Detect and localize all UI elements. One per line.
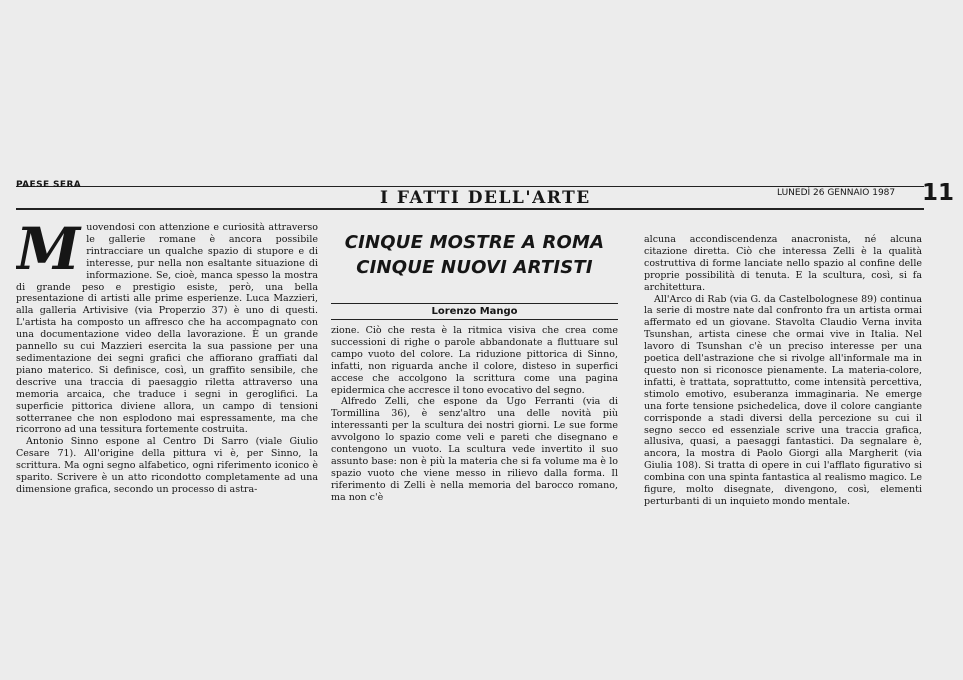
headline-line-2: CINQUE NUOVI ARTISTI xyxy=(356,257,593,278)
page-number: 11 xyxy=(922,180,955,206)
article-paragraph: Antonio Sinno espone al Centro Di Sarro (viale Giulio Cesare 71). All'origine della pittura vi è, per Sinno, la scrittura. Ma ogni segno alfabetico, ogni riferimento iconico è sparito. Scrivere è un atto ricondotto completamente ad una dimensione grafica, secondo un processo di astra- xyxy=(16,436,318,495)
masthead-rule-bottom xyxy=(16,208,924,210)
headline-line-1: CINQUE MOSTRE A ROMA xyxy=(344,232,605,253)
article-paragraph: All'Arco di Rab (via G. da Castelbolognese 89) continua la serie di mostre nate dal confronto fra un artista ormai affermato ed un giovane. Stavolta Claudio Verna invita Tsunshan, artista cinese che ormai vive in Italia. Nel lavoro di Tsunshan c'è un preciso interesse per una poetica dell'astrazione che si rivolge all'informale ma in questo non si riconosce pienamente. La materia-colore, infatti, è trattata, soprattutto, come intensità percettiva, stimolo emotivo, esuberanza immaginaria. Ne emerge una forte tensione psichedelica, dove il colore cangiante corrisponde a stadi diversi della percezione su cui il segno secco ed essenziale scrive una traccia grafica, allusiva, quasi, a paesaggi fantastici. Da segnalare è, ancora, la mostra di Paolo Giorgi alla Margherit (via Giulia 108). Si tratta di opere in cui l'afflato figurativo si combina con una spinta fantastica al realismo magico. Le figure, molto disegnate, divengono, così, elementi perturbanti di un inquieto mondo mentale. xyxy=(644,293,922,507)
byline-rule-top xyxy=(331,303,618,304)
article-column-1 xyxy=(16,222,318,522)
article-paragraph: zione. Ciò che resta è la ritmica visiva che crea come successioni di righe o parole abbandonate a fluttuare sul campo vuoto del colore. La riduzione pittorica di Sinno, infatti, non riguarda anche il colore, disteso in superfici accese che accolgono la scrittura come una pagina epidermica che accresce il tono evocativo del segno. xyxy=(331,325,618,396)
masthead-rule-top xyxy=(16,186,924,187)
article-paragraph: Alfredo Zelli, che espone da Ugo Ferranti (via di Tormillina 36), è senz'altro una delle novità più interessanti per la scultura dei nostri giorni. Le sue forme avvolgono lo spazio come veli e pareti che disegnano e contengono un vuoto. La scultura vede invertito il suo assunto base: non è più la materia che si fa volume ma è lo spazio vuoto che viene messo in rilievo dalla forma. Il riferimento di Zelli è nella memoria del barocco romano, ma non c'è xyxy=(331,396,618,503)
article-paragraph: alcuna accondiscendenza anacronista, né alcuna citazione diretta. Ciò che interessa Zelli è la qualità costruttiva di forme lanciate nello spazio al confine delle proprie possibilità di tenuta. E la scultura, così, si fa architettura. xyxy=(644,234,922,293)
article-headline xyxy=(331,230,618,280)
byline: Lorenzo Mango xyxy=(431,306,518,317)
drop-cap: M xyxy=(16,222,81,283)
byline-rule-bottom xyxy=(331,319,618,320)
section-title: I FATTI DELL'ARTE xyxy=(380,188,591,208)
newspaper-name: PAESE SERA xyxy=(16,180,82,190)
article-paragraph xyxy=(16,222,318,436)
article-column-2 xyxy=(331,325,618,520)
issue-date: LUNEDÌ 26 GENNAIO 1987 xyxy=(777,188,896,198)
paragraph-text: uovendosi con attenzione e curiosità attraverso le gallerie romane è ancora possibile rintracciare un qualche spazio di stupore e di interesse, pur nella non esaltante situazione di informazione. Se, cioè, manca spesso la mostra di grande peso e prestigio esiste, però, una bella presentazione di artisti alle prime esperienze. Luca Mazzieri, alla galleria Artivisive (via Properzio 37) è uno di questi. L'artista ha composto un affresco che ha accompagnato con una documentazione video della lavorazione. È un grande pannello su cui Mazzieri esercita la sua passione per una sedimentazione dei segni grafici che affiorano graffiati dal piano materico. Si definisce, così, un graffito sensibile, che descrive una traccia di paesaggio riletta attraverso una memoria arcaica, che traduce i segni in geroglifici. La superficie pittorica diviene allora, un campo di tensioni sotterranee che non esplodono mai espressamente, ma che ricorrono ad una tessitura fortemente costruita. xyxy=(16,222,318,436)
article-column-3 xyxy=(644,234,922,519)
